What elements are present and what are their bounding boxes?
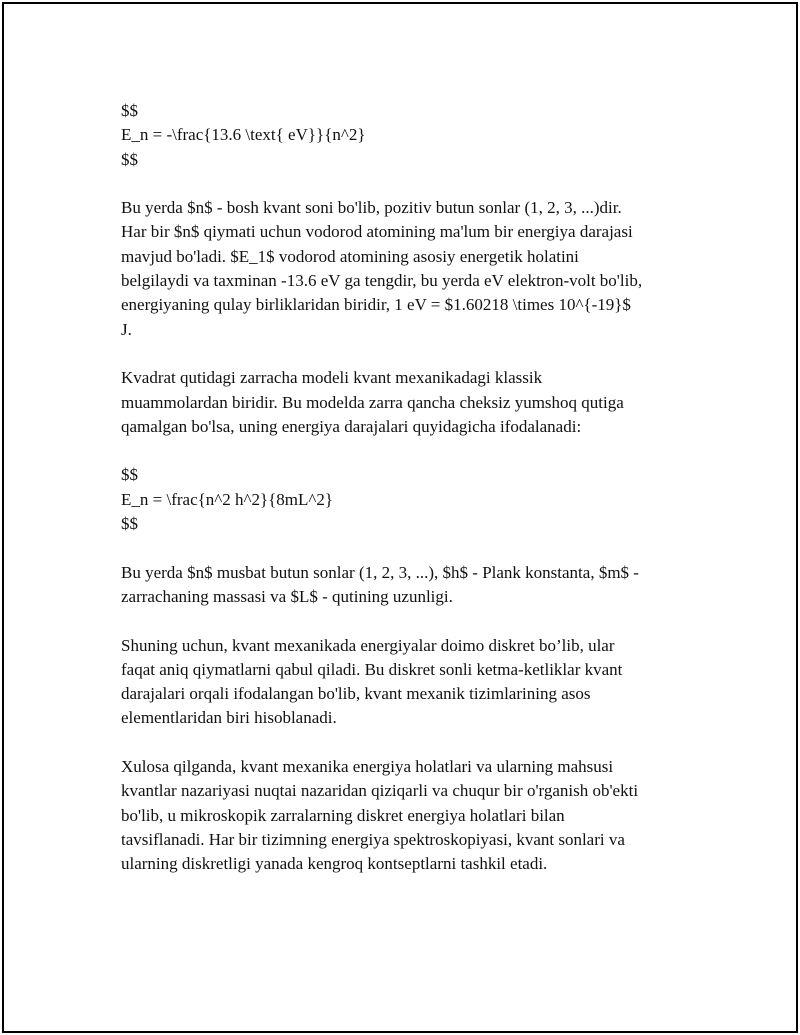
paragraph-hydrogen-explanation: Bu yerda $n$ - bosh kvant soni bo'lib, pozitiv butun sonlar (1, 2, 3, ...)dir. Har bir $n$ qiymati uchun vodorod atomining ma'lum bir energiya darajasi mavjud bo'ladi. $E_1$ vodorod atomining asosiy energetik holatini belgilaydi va taxminan -13.6 eV ga tengdir, bu yerda eV elektron-volt bo'lib, energiyaning qulay birliklaridan biridir, 1 eV = $1.60218 \times 10^{-19}$ J.	[121, 198, 643, 339]
equation-particle-in-box-energy: $$ E_n = \frac{n^2 h^2}{8mL^2} $$	[121, 465, 334, 534]
paragraph-discrete-energies: Shuning uchun, kvant mexanikada energiyalar doimo diskret bo’lib, ular faqat aniq qiymatlarni qabul qiladi. Bu diskret sonli ketma-ketliklar kvant darajalari orqali ifodalangan bo'lib, kvant mexanik tizimlarining asos elementlaridan biri hisoblanadi.	[121, 635, 623, 728]
equation-hydrogen-energy: $$ E_n = -\frac{13.6 \text{ eV}}{n^2} $$	[121, 101, 366, 169]
page-frame	[2, 2, 798, 1033]
paragraph-particle-in-box-intro: Kvadrat qutidagi zarracha modeli kvant mexanikadagi klassik muammolardan biridir. Bu modelda zarra qancha cheksiz yumshoq qutiga qamalgan bo'lsa, uning energiya darajalari quyidagicha ifodalanadi:	[121, 368, 624, 436]
paragraph-conclusion: Xulosa qilganda, kvant mexanika energiya holatlari va ularning mahsusi kvantlar nazariyasi nuqtai nazaridan qiziqarli va chuqur bir o'rganish ob'ekti bo'lib, u mikroskopik zarralarning diskret energiya holatlari bilan tavsiflanadi. Har bir tizimning energiya spektroskopiyasi, kvant sonlari va ularning diskretligi yanada kengroq kontseptlarni tashkil etadi.	[121, 757, 639, 874]
paragraph-particle-in-box-variables: Bu yerda $n$ musbat butun sonlar (1, 2, 3, ...), $h$ - Plank konstanta, $m$ - zarrachaning massasi va $L$ - qutining uzunligi.	[121, 562, 639, 606]
document-body	[121, 99, 721, 877]
